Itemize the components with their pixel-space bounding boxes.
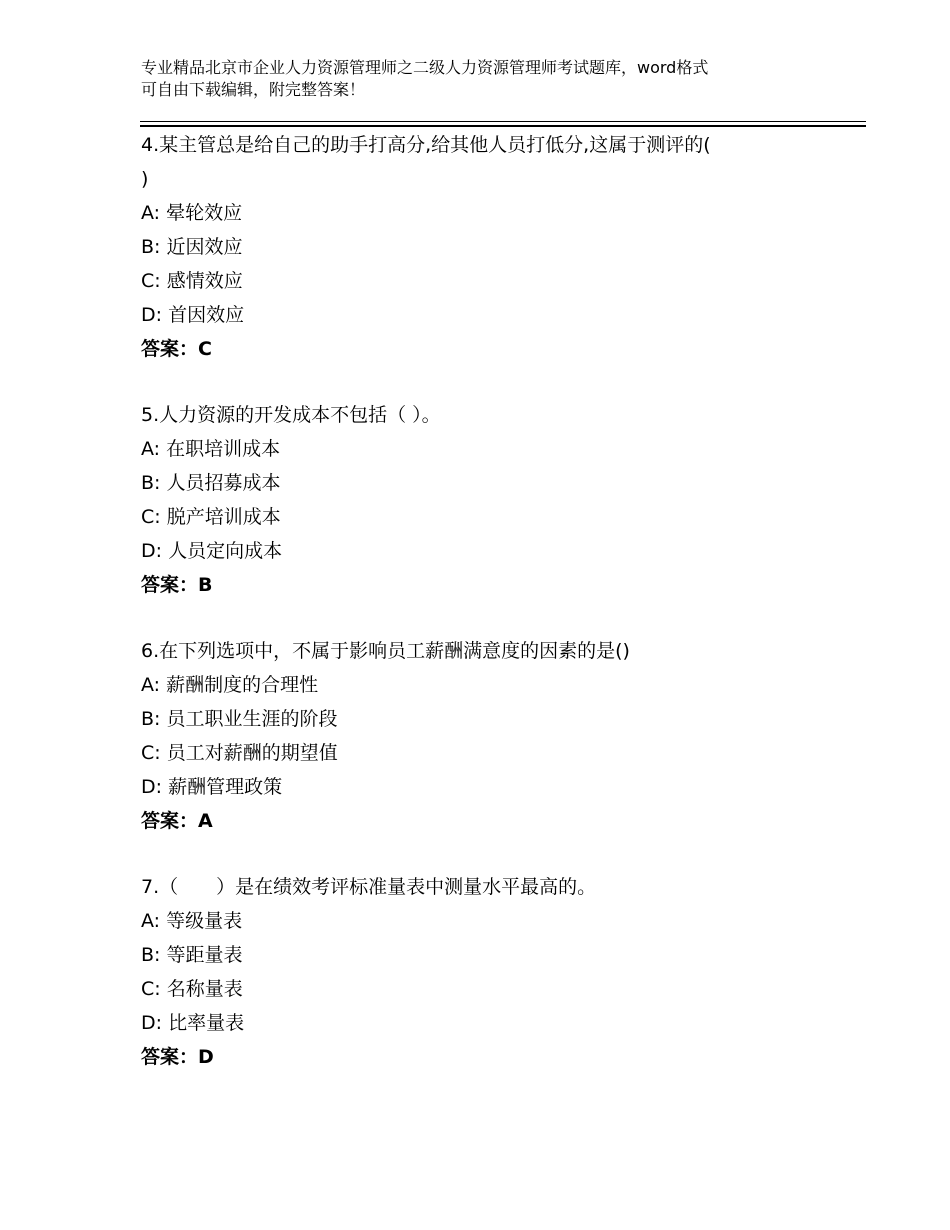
option-c: C: 员工对薪酬的期望值 [141, 742, 338, 764]
option-a: A: 晕轮效应 [141, 202, 243, 224]
header-rule-thin [140, 121, 866, 122]
question-4 [141, 128, 861, 366]
option-d: D: 薪酬管理政策 [141, 776, 283, 798]
question-7 [141, 870, 861, 1074]
header-line-2: 可自由下载编辑，附完整答案！ [141, 80, 366, 99]
question-text-continued: ) [141, 168, 149, 190]
header-line-1: 专业精品北京市企业人力资源管理师之二级人力资源管理师考试题库，word格式 [141, 58, 709, 77]
question-text: 7.（ ）是在绩效考评标准量表中测量水平最高的。 [141, 876, 597, 898]
answer: 答案：C [141, 338, 212, 360]
question-text: 4.某主管总是给自己的助手打高分,给其他人员打低分,这属于测评的( [141, 134, 711, 156]
option-c: C: 名称量表 [141, 978, 243, 1000]
option-d: D: 人员定向成本 [141, 540, 283, 562]
question-6 [141, 634, 861, 838]
option-d: D: 首因效应 [141, 304, 245, 326]
option-c: C: 感情效应 [141, 270, 243, 292]
option-b: B: 员工职业生涯的阶段 [141, 708, 338, 730]
question-list [141, 128, 861, 1106]
answer: 答案：B [141, 574, 213, 596]
option-d: D: 比率量表 [141, 1012, 245, 1034]
question-5 [141, 398, 861, 602]
option-a: A: 薪酬制度的合理性 [141, 674, 319, 696]
option-b: B: 等距量表 [141, 944, 243, 966]
option-b: B: 近因效应 [141, 236, 243, 258]
answer: 答案：A [141, 810, 213, 832]
option-a: A: 在职培训成本 [141, 438, 281, 460]
option-a: A: 等级量表 [141, 910, 243, 932]
question-text: 6.在下列选项中，不属于影响员工薪酬满意度的因素的是() [141, 640, 630, 662]
answer: 答案：D [141, 1046, 214, 1068]
document-header [141, 57, 821, 101]
header-rule-thick [140, 125, 866, 127]
option-c: C: 脱产培训成本 [141, 506, 281, 528]
option-b: B: 人员招募成本 [141, 472, 281, 494]
question-text: 5.人力资源的开发成本不包括（ ）。 [141, 404, 441, 426]
